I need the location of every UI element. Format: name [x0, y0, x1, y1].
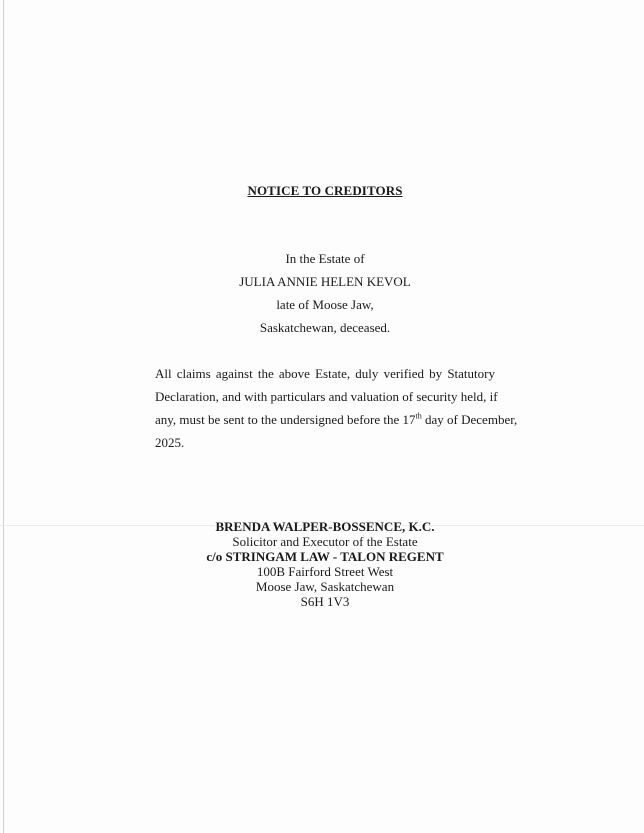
estate-intro: In the Estate of	[285, 251, 365, 266]
postal-code: S6H 1V3	[300, 594, 350, 609]
street-address: 100B Fairford Street West	[256, 564, 394, 579]
deceased-residence: late of Moose Jaw,	[276, 297, 374, 312]
claims-line-4: 2025.	[155, 435, 185, 450]
signature-block	[0, 519, 644, 609]
claims-line-1: All claims against the above Estate, duly verified by Statutory	[155, 366, 495, 381]
deceased-name: JULIA ANNIE HELEN KEVOL	[239, 274, 411, 289]
claims-line-3	[155, 408, 518, 431]
solicitor-name: BRENDA WALPER-BOSSENCE, K.C.	[215, 519, 435, 534]
law-firm: c/o STRINGAM LAW - TALON REGENT	[206, 549, 444, 564]
scan-left-edge	[3, 0, 4, 833]
claims-line-3-end: day of December,	[421, 412, 518, 427]
claims-paragraph	[155, 362, 518, 454]
claims-line-3-start: any, must be sent to the undersigned before the 17	[155, 412, 416, 427]
city-province: Moose Jaw, Saskatchewan	[255, 579, 395, 594]
claims-line-2: Declaration, and with particulars and valuation of security held, if	[155, 389, 498, 404]
solicitor-role: Solicitor and Executor of the Estate	[232, 534, 418, 549]
notice-title: NOTICE TO CREDITORS	[247, 183, 403, 198]
deceased-province: Saskatchewan, deceased.	[259, 320, 391, 335]
ordinal-suffix: th	[415, 411, 422, 421]
